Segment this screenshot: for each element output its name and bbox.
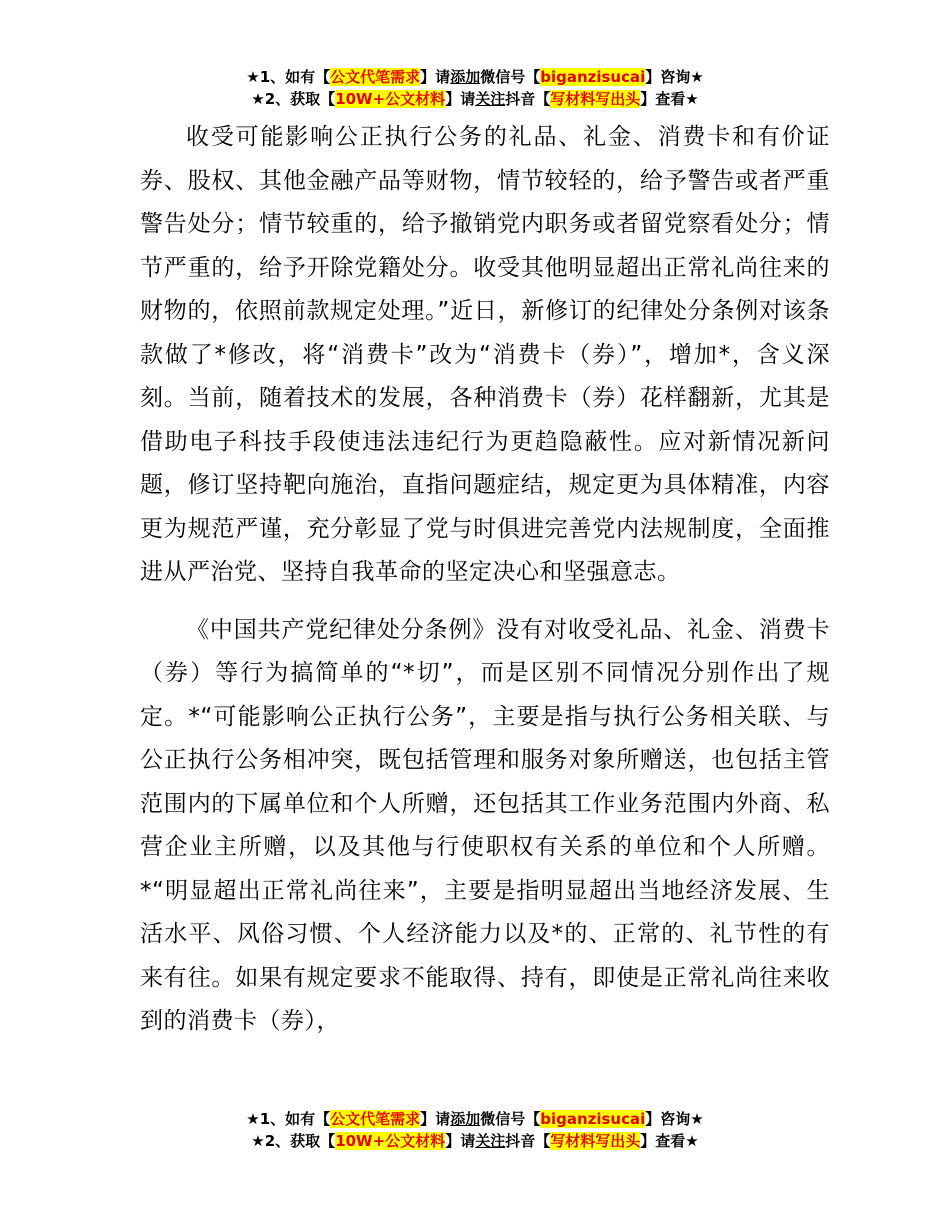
promo-line-2: ★2、获取【10W+公文材料】请关注抖音【写材料写出头】查看★ [251,90,699,108]
promo-line-2: ★2、获取【10W+公文材料】请关注抖音【写材料写出头】查看★ [251,1132,699,1150]
underline-add: 添加 [450,1110,481,1128]
promo-line-1: ★1、如有【公文代笔需求】请添加微信号【biganzisucai】咨询★ [246,68,704,86]
body-paragraph-2: 《中国共产党纪律处分条例》没有对收受礼品、礼金、消费卡（券）等行为搞简单的“*切”，而是区别不同情况分别作出了规定。*“可能影响公正执行公务”，主要是指与执行公务相关联、与公正执行公务相冲突，既包括管理和服务对象所赠送，也包括主管范围内的下属单位和个人所赠，还包括其工作业务范围内外商、私营企业主所赠，以及其他与行使职权有关系的单位和个人所赠。*“明显超出正常礼尚往来”，主要是指明显超出当地经济发展、生活水平、风俗习惯、个人经济能力以及*的、正常的、礼节性的有来有往。如果有规定要求不能取得、持有，即使是正常礼尚往来收到的消费卡（券）， [140,616,830,1034]
highlight-ghostwriting: 公文代笔需求 [330,1110,421,1128]
underline-add: 添加 [450,68,481,86]
highlight-wechat-id: biganzisucai [540,68,646,86]
underline-follow: 关注 [475,90,506,108]
highlight-wechat-id: biganzisucai [540,1110,646,1128]
document-body [140,116,830,1044]
underline-follow: 关注 [475,1132,506,1150]
body-paragraph-1: 收受可能影响公正执行公务的礼品、礼金、消费卡和有价证券、股权、其他金融产品等财物，情节较轻的，给予警告或者严重警告处分；情节较重的，给予撤销党内职务或者留党察看处分；情节严重的，给予开除党籍处分。收受其他明显超出正常礼尚往来的财物的，依照前款规定处理。”近日，新修订的纪律处分条例对该条款做了*修改，将“消费卡”改为“消费卡（券）”，增加*，含义深刻。当前，随着技术的发展，各种消费卡（券）花样翻新，尤其是借助电子科技手段使违法违纪行为更趋隐蔽性。应对新情况新问题，修订坚持靶向施治，直指问题症结，规定更为具体精准，内容更为规范严谨，充分彰显了党与时俱进完善党内法规制度，全面推进从严治党、坚持自我革命的坚定决心和坚强意志。 [140,124,830,585]
top-promo-banner [0,66,950,110]
highlight-douyin-account: 写材料写出头 [550,90,641,108]
promo-line-1: ★1、如有【公文代笔需求】请添加微信号【biganzisucai】咨询★ [246,1110,704,1128]
highlight-materials: 10W+公文材料 [335,90,446,108]
highlight-materials: 10W+公文材料 [335,1132,446,1150]
bottom-promo-banner [0,1108,950,1152]
highlight-douyin-account: 写材料写出头 [550,1132,641,1150]
highlight-ghostwriting: 公文代笔需求 [330,68,421,86]
